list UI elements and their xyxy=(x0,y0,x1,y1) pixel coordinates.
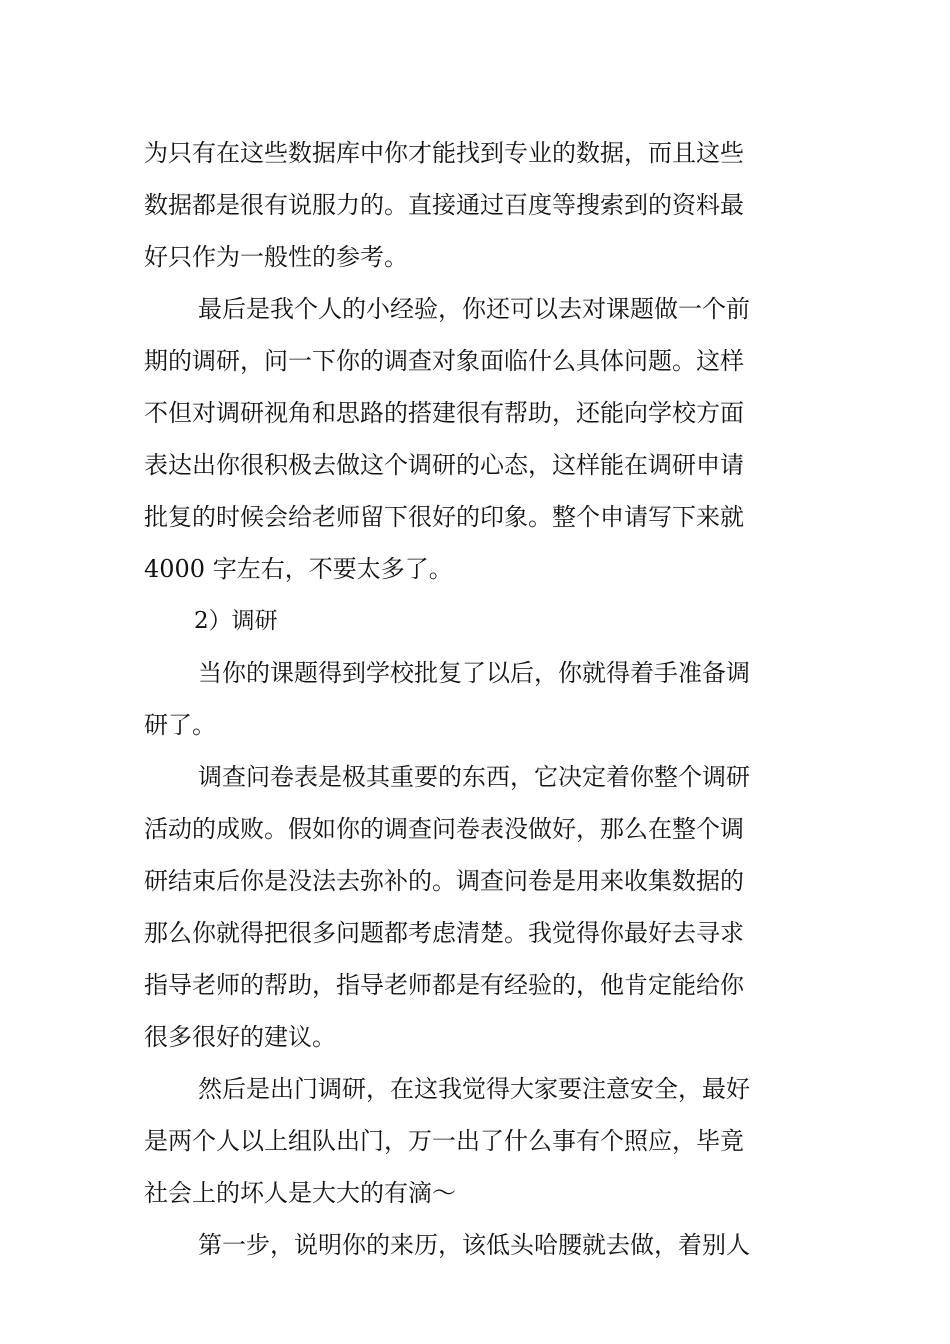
text-line: 社会上的坏人是大大的有滴～ xyxy=(144,1179,456,1207)
paragraph-first-line: 当你的课题得到学校批复了以后，你就得着手准备调 xyxy=(198,659,750,687)
text-line: 表达出你很积极去做这个调研的心态，这样能在调研申请 xyxy=(144,451,744,479)
paragraph-first-line: 第一步，说明你的来历，该低头哈腰就去做，着别人 xyxy=(198,1231,750,1259)
text-line: 期的调研，问一下你的调查对象面临什么具体问题。这样 xyxy=(144,347,744,375)
text-line: 那么你就得把很多问题都考虑清楚。我觉得你最好去寻求 xyxy=(144,919,744,947)
text-line: 是两个人以上组队出门，万一出了什么事有个照应，毕竟 xyxy=(144,1127,744,1155)
document-body xyxy=(144,127,806,1271)
text-line: 好只作为一般性的参考。 xyxy=(144,243,408,271)
text-line: 很多很好的建议。 xyxy=(144,1023,336,1051)
text-line: 活动的成败。假如你的调查问卷表没做好，那么在整个调 xyxy=(144,815,744,843)
text-line: 为只有在这些数据库中你才能找到专业的数据，而且这些 xyxy=(144,139,744,167)
text-line: 研结束后你是没法去弥补的。调查问卷是用来收集数据的 xyxy=(144,867,744,895)
paragraph-first-line: 调查问卷表是极其重要的东西，它决定着你整个调研 xyxy=(198,763,750,791)
text-line: 研了。 xyxy=(144,711,216,739)
text-line: 数据都是很有说服力的。直接通过百度等搜索到的资料最 xyxy=(144,191,744,219)
text-line: 4000 字左右，不要太多了。 xyxy=(144,555,453,583)
section-heading: 2）调研 xyxy=(194,608,278,634)
text-line: 不但对调研视角和思路的搭建很有帮助，还能向学校方面 xyxy=(144,399,744,427)
paragraph-first-line: 然后是出门调研，在这我觉得大家要注意安全，最好 xyxy=(198,1075,750,1103)
text-line: 批复的时候会给老师留下很好的印象。整个申请写下来就 xyxy=(144,503,744,531)
paragraph-first-line: 最后是我个人的小经验，你还可以去对课题做一个前 xyxy=(198,295,750,323)
text-line: 指导老师的帮助，指导老师都是有经验的，他肯定能给你 xyxy=(144,971,744,999)
